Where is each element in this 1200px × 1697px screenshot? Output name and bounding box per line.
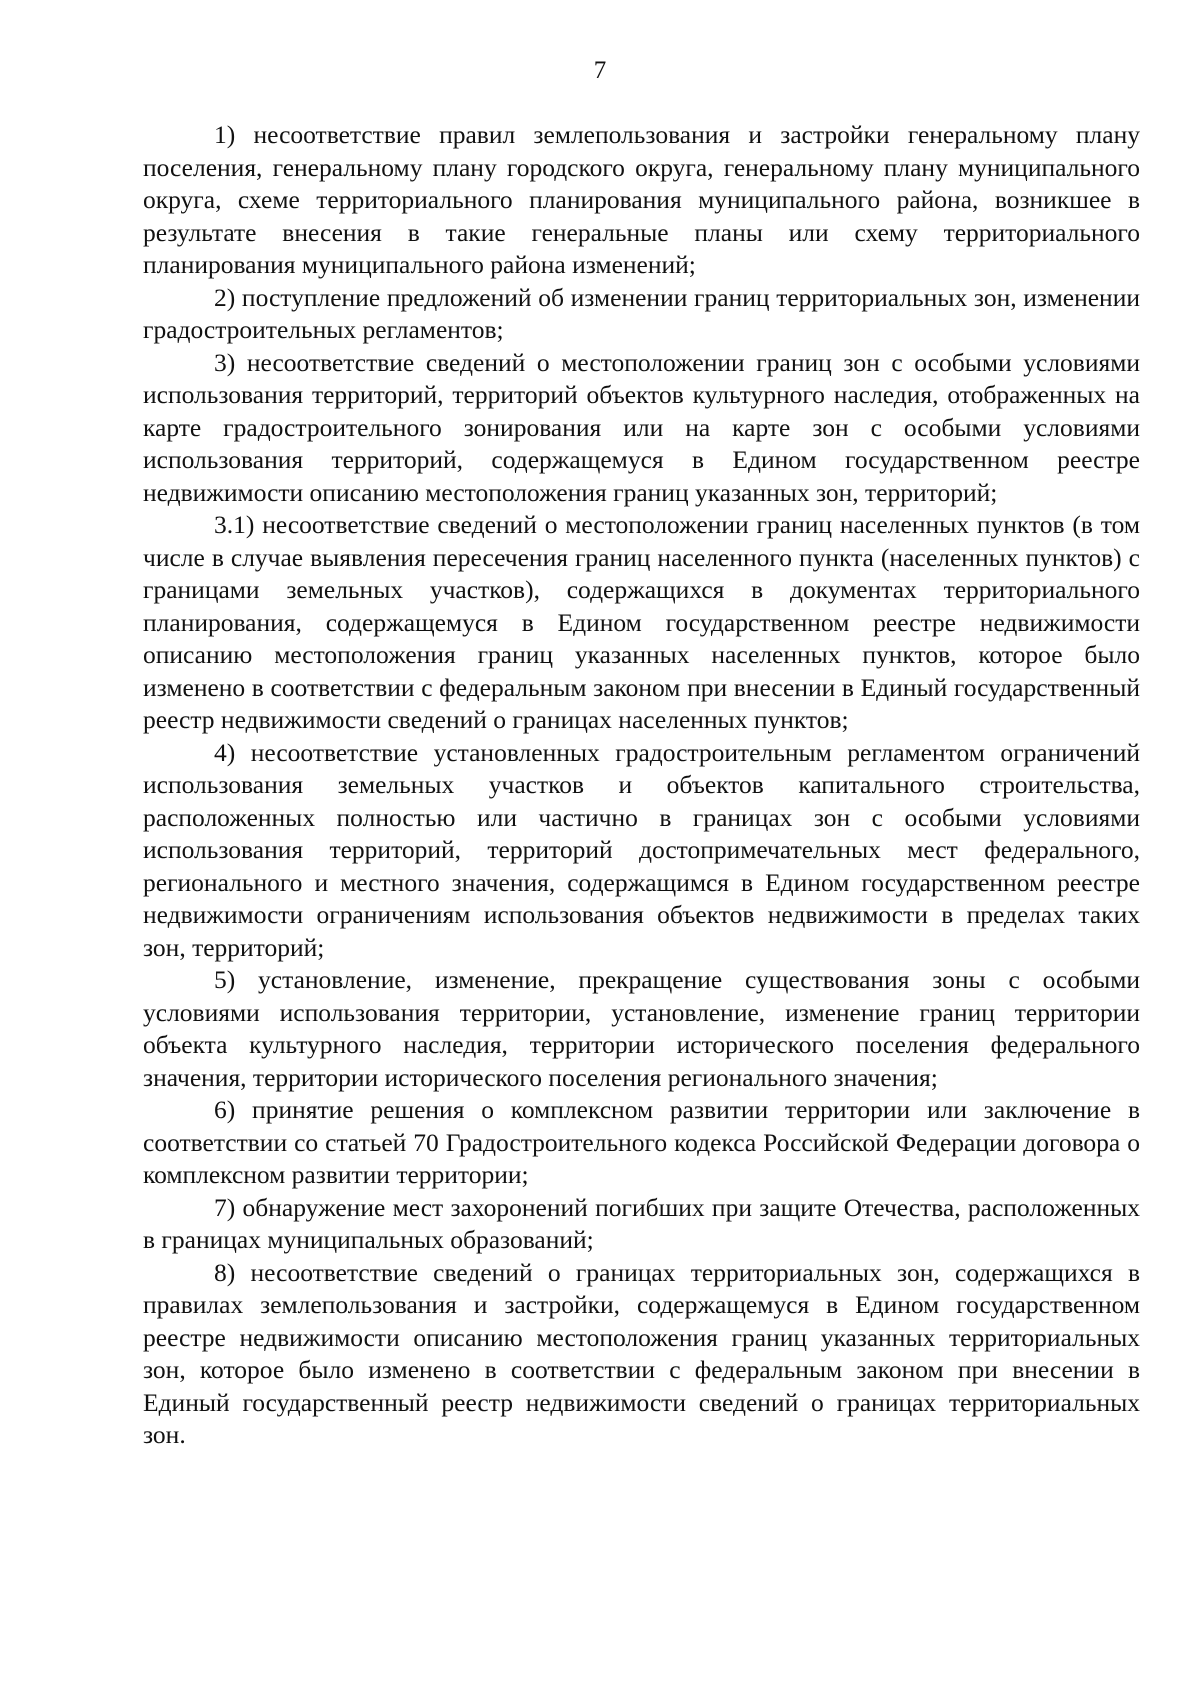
list-item-6: 6) принятие решения о комплексном развитии территории или заключение в соответствии со статьей 70 Градостроительного кодекса Российской Федерации договора о комплексном развитии территории; (143, 1095, 1140, 1189)
list-item-2: 2) поступление предложений об изменении границ территориальных зон, изменении градостроительных регламентов; (143, 282, 1140, 344)
list-item-1: 1) несоответствие правил землепользования и застройки генеральному плану поселения, генеральному плану городского округа, генеральному плану муниципального округа, схеме территориального планирования муниципального района, возникшее в результате внесения в такие генеральные планы или схему территориального планирования муниципального района изменений; (143, 120, 1140, 279)
list-item-7: 7) обнаружение мест захоронений погибших при защите Отечества, расположенных в границах муниципальных образований; (143, 1192, 1140, 1254)
document-body (143, 119, 1140, 1452)
list-item-8: 8) несоответствие сведений о границах территориальных зон, содержащихся в правилах землепользования и застройки, содержащемуся в Едином государственном реестре недвижимости описанию местоположения границ указанных территориальных зон, которое было изменено в соответствии с федеральным законом при внесении в Единый государственный реестр недвижимости сведений о границах территориальных зон. (143, 1257, 1140, 1449)
list-item-3: 3) несоответствие сведений о местоположении границ зон с особыми условиями использования территорий, территорий объектов культурного наследия, отображенных на карте градостроительного зонирования или на карте зон с особыми условиями использования территорий, содержащемуся в Едином государственном реестре недвижимости описанию местоположения границ указанных зон, территорий; (143, 347, 1140, 507)
list-item-4: 4) несоответствие установленных градостроительным регламентом ограничений использования земельных участков и объектов капитального строительства, расположенных полностью или частично в границах зон с особыми условиями использования территорий, территорий достопримечательных мест федерального, регионального и местного значения, содержащимся в Едином государственном реестре недвижимости ограничениям использования объектов недвижимости в пределах таких зон, территорий; (143, 737, 1140, 962)
list-item-3-1: 3.1) несоответствие сведений о местоположении границ населенных пунктов (в том числе в случае выявления пересечения границ населенного пункта (населенных пунктов) с границами земельных участков), содержащихся в документах территориального планирования, содержащемуся в Едином государственном реестре недвижимости описанию местоположения границ указанных населенных пунктов, которое было изменено в соответствии с федеральным законом при внесении в Единый государственный реестр недвижимости сведений о границах населенных пунктов; (143, 510, 1140, 734)
list-item-5: 5) установление, изменение, прекращение существования зоны с особыми условиями использования территории, установление, изменение границ территории объекта культурного наследия, территории исторического поселения федерального значения, территории исторического поселения регионального значения; (143, 965, 1140, 1092)
page-number: 7 (593, 57, 607, 84)
